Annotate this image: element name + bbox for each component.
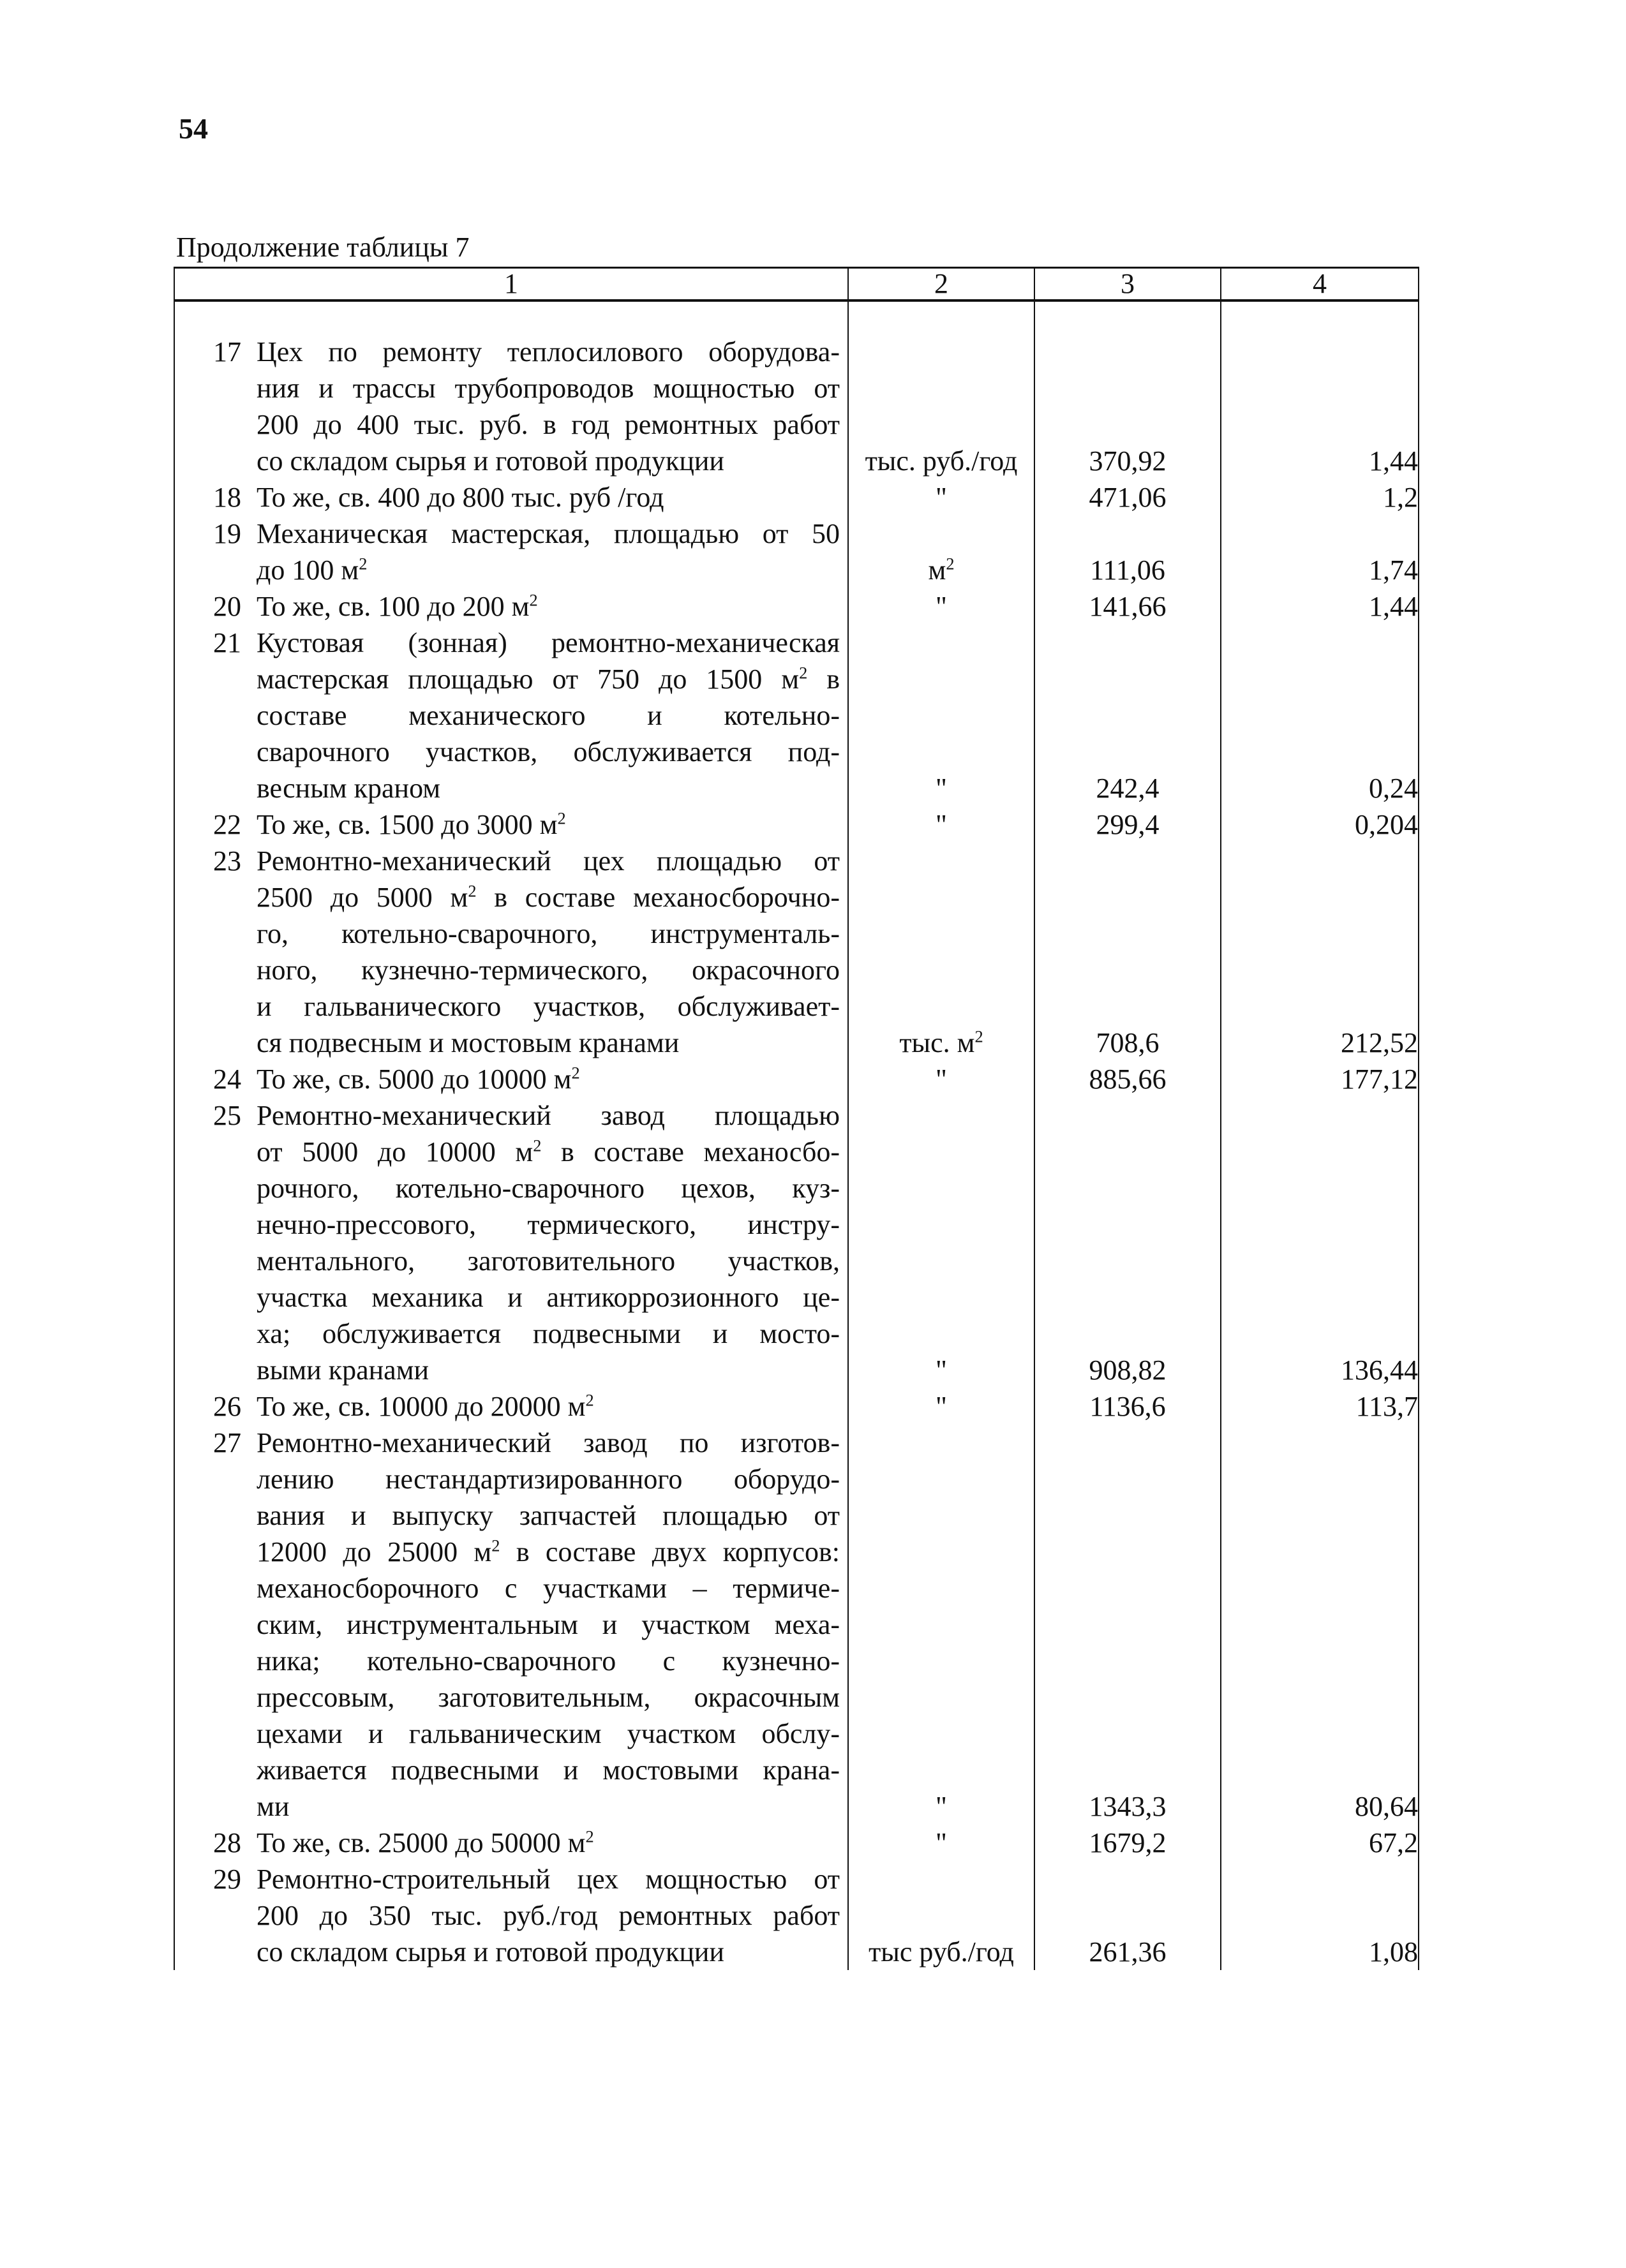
value-cell-4: 1,44	[1221, 588, 1419, 625]
description-line: 200 до 350 тыс. руб./год ремонтных работ	[257, 1900, 840, 1931]
description-line: сварочного участков, обслуживается под-	[257, 736, 840, 767]
unit-cell: "	[848, 806, 1034, 843]
table-container	[174, 267, 1418, 1970]
value-cell-3: 471,06	[1034, 479, 1221, 515]
value-cell-4: 212,52	[1221, 843, 1419, 1061]
description-line: ми	[257, 1791, 290, 1822]
description-cell	[174, 515, 848, 588]
table-row	[174, 843, 1419, 1061]
list-item	[175, 1097, 847, 1388]
row-description	[257, 1097, 840, 1388]
value-cell-3: 111,06	[1034, 515, 1221, 588]
description-line: прессовым, заготовительным, окрасочным	[257, 1682, 840, 1713]
value-cell-3: 261,36	[1034, 1861, 1221, 1970]
description-line: То же, св. 100 до 200 $м^2$	[257, 590, 538, 622]
description-line: до 100 $м^2$	[257, 554, 368, 586]
description-line: Кустовая (зонная) ремонтно-механическая	[257, 627, 840, 658]
list-item	[175, 625, 847, 806]
unit-cell: "	[848, 588, 1034, 625]
row-number: 22	[213, 809, 241, 840]
unit-cell: тыс. руб./год	[848, 334, 1034, 479]
description-line: То же, св. 10000 до 20000 $м^2$	[257, 1390, 594, 1422]
row-description	[257, 1061, 840, 1097]
value-cell-4: 80,64	[1221, 1425, 1419, 1825]
row-number: 18	[213, 482, 241, 513]
value-cell-4: 1,44	[1221, 334, 1419, 479]
value-cell-4: 0,204	[1221, 806, 1419, 843]
description-line: живается подвесными и мостовыми крана-	[257, 1754, 840, 1786]
table-row	[174, 1388, 1419, 1425]
description-line: ного, кузнечно-термического, окрасочного	[257, 954, 840, 986]
row-description	[257, 843, 840, 1061]
description-line: Ремонтно-механический завод по изготов-	[257, 1427, 840, 1458]
description-cell	[174, 625, 848, 806]
list-item	[175, 515, 847, 588]
table-row	[174, 1061, 1419, 1097]
row-description	[257, 479, 840, 515]
description-cell	[174, 1425, 848, 1825]
list-item	[175, 334, 847, 479]
description-line: со складом сырья и готовой продукции	[257, 1936, 724, 1968]
description-line: То же, св. 1500 до 3000 $м^2$	[257, 808, 566, 840]
unit-cell: $м^2$	[848, 515, 1034, 588]
description-line: Механическая мастерская, площадью от 50	[257, 518, 840, 549]
description-line: мастерская площадью от 750 до 1500 $м^2$ в	[257, 663, 840, 695]
description-cell	[174, 1388, 848, 1425]
row-number: 27	[213, 1427, 241, 1458]
description-line: То же, св. 25000 до 50000 $м^2$	[257, 1827, 594, 1858]
description-line: вания и выпуску запчастей площадью от	[257, 1500, 840, 1531]
value-cell-3: 1136,6	[1034, 1388, 1221, 1425]
value-cell-4: 136,44	[1221, 1097, 1419, 1388]
column-header-1: 1	[174, 268, 848, 301]
row-number: 23	[213, 845, 241, 877]
page-number: 54	[179, 112, 208, 145]
description-line: со складом сырья и готовой продукции	[257, 445, 724, 477]
description-cell	[174, 1097, 848, 1388]
row-description	[257, 1861, 840, 1970]
column-header-3: 3	[1034, 268, 1221, 301]
unit-cell: "	[848, 479, 1034, 515]
description-line: 2500 до 5000 $м^2$ в составе механосборочно-	[257, 881, 840, 913]
value-cell-4: 1,2	[1221, 479, 1419, 515]
description-line: 200 до 400 тыс. руб. в год ремонтных работ	[257, 409, 840, 440]
description-line: участка механика и антикоррозионного це-	[257, 1282, 840, 1313]
description-line: цехами и гальваническим участком обслу-	[257, 1718, 840, 1749]
list-item	[175, 588, 847, 625]
value-cell-3: 1343,3	[1034, 1425, 1221, 1825]
row-description	[257, 588, 840, 625]
description-line: То же, св. 5000 до 10000 $м^2$	[257, 1063, 580, 1095]
description-line: То же, св. 400 до 800 тыс. руб /год	[257, 482, 664, 513]
spacer-row	[174, 300, 1419, 334]
unit-cell: "	[848, 1425, 1034, 1825]
description-line: ментального, заготовительного участков,	[257, 1245, 840, 1277]
unit-cell: "	[848, 1825, 1034, 1861]
row-description	[257, 334, 840, 479]
list-item	[175, 843, 847, 1061]
row-description	[257, 806, 840, 843]
row-number: 19	[213, 518, 241, 549]
value-cell-3: 708,6	[1034, 843, 1221, 1061]
description-line: ся подвесным и мостовым кранами	[257, 1027, 680, 1058]
description-line: Ремонтно-механический цех площадью от	[257, 845, 840, 877]
column-header-4: 4	[1221, 268, 1419, 301]
list-item	[175, 1061, 847, 1097]
description-cell	[174, 334, 848, 479]
value-cell-3: 1679,2	[1034, 1825, 1221, 1861]
value-cell-4: 1,74	[1221, 515, 1419, 588]
description-line: 12000 до 25000 $м^2$ в составе двух корпусов:	[257, 1536, 840, 1568]
description-line: рочного, котельно-сварочного цехов, куз-	[257, 1173, 840, 1204]
list-item	[175, 1861, 847, 1970]
description-cell	[174, 588, 848, 625]
description-cell	[174, 479, 848, 515]
row-description	[257, 1425, 840, 1825]
row-number: 17	[213, 336, 241, 367]
description-line: механосборочного с участками – термиче-	[257, 1573, 840, 1604]
description-line: и гальванического участков, обслуживает-	[257, 991, 840, 1022]
value-cell-4: 0,24	[1221, 625, 1419, 806]
table-row	[174, 625, 1419, 806]
value-cell-4: 1,08	[1221, 1861, 1419, 1970]
description-cell	[174, 1861, 848, 1970]
description-line: Ремонтно-механический завод площадью	[257, 1100, 840, 1131]
column-header-2: 2	[848, 268, 1034, 301]
description-line: ника; котельно-сварочного с кузнечно-	[257, 1645, 840, 1677]
row-number: 20	[213, 591, 241, 622]
table-row	[174, 334, 1419, 479]
row-number: 26	[213, 1391, 241, 1422]
table-row	[174, 806, 1419, 843]
table-row	[174, 1425, 1419, 1825]
value-cell-3: 299,4	[1034, 806, 1221, 843]
description-line: го, котельно-сварочного, инструменталь-	[257, 918, 840, 949]
description-cell	[174, 806, 848, 843]
description-line: Цех по ремонту теплосилового оборудова-	[257, 336, 840, 367]
description-line: ским, инструментальным и участком меха-	[257, 1609, 840, 1640]
row-description	[257, 1388, 840, 1425]
unit-cell: "	[848, 625, 1034, 806]
table-row	[174, 515, 1419, 588]
unit-cell: тыс. $м^2$	[848, 843, 1034, 1061]
list-item	[175, 479, 847, 515]
list-item	[175, 1425, 847, 1825]
table-caption: Продолжение таблицы 7	[176, 232, 470, 263]
unit-cell: тыс руб./год	[848, 1861, 1034, 1970]
row-number: 24	[213, 1064, 241, 1095]
row-number: 21	[213, 627, 241, 658]
description-cell	[174, 843, 848, 1061]
value-cell-3: 885,66	[1034, 1061, 1221, 1097]
description-line: лению нестандартизированного оборудо-	[257, 1464, 840, 1495]
description-line: нечно-прессового, термического, инстру-	[257, 1209, 840, 1240]
list-item	[175, 806, 847, 843]
description-line: Ремонтно-строительный цех мощностью от	[257, 1864, 840, 1895]
table-row	[174, 588, 1419, 625]
description-cell	[174, 1825, 848, 1861]
table-body	[174, 300, 1419, 1970]
value-cell-4: 113,7	[1221, 1388, 1419, 1425]
value-cell-4: 67,2	[1221, 1825, 1419, 1861]
value-cell-3: 242,4	[1034, 625, 1221, 806]
unit-cell: "	[848, 1097, 1034, 1388]
list-item	[175, 1388, 847, 1425]
value-cell-3: 141,66	[1034, 588, 1221, 625]
description-line: весным краном	[257, 773, 441, 804]
unit-cell: "	[848, 1388, 1034, 1425]
list-item	[175, 1825, 847, 1861]
table-row	[174, 479, 1419, 515]
table-row	[174, 1861, 1419, 1970]
table-row	[174, 1825, 1419, 1861]
description-line: от 5000 до 10000 $м^2$ в составе механосбо-	[257, 1136, 840, 1167]
row-number: 28	[213, 1827, 241, 1858]
description-cell	[174, 1061, 848, 1097]
value-cell-3: 908,82	[1034, 1097, 1221, 1388]
row-description	[257, 1825, 840, 1861]
value-cell-4: 177,12	[1221, 1061, 1419, 1097]
description-line: ха; обслуживается подвесными и мосто-	[257, 1318, 840, 1349]
description-line: ния и трассы трубопроводов мощностью от	[257, 373, 840, 404]
row-number: 25	[213, 1100, 241, 1131]
row-description	[257, 515, 840, 588]
header-row	[174, 268, 1419, 301]
description-line: выми кранами	[257, 1354, 429, 1386]
data-table	[174, 267, 1419, 1970]
row-description	[257, 625, 840, 806]
value-cell-3: 370,92	[1034, 334, 1221, 479]
description-line: составе механического и котельно-	[257, 700, 840, 731]
table-row	[174, 1097, 1419, 1388]
unit-cell: "	[848, 1061, 1034, 1097]
row-number: 29	[213, 1864, 241, 1895]
